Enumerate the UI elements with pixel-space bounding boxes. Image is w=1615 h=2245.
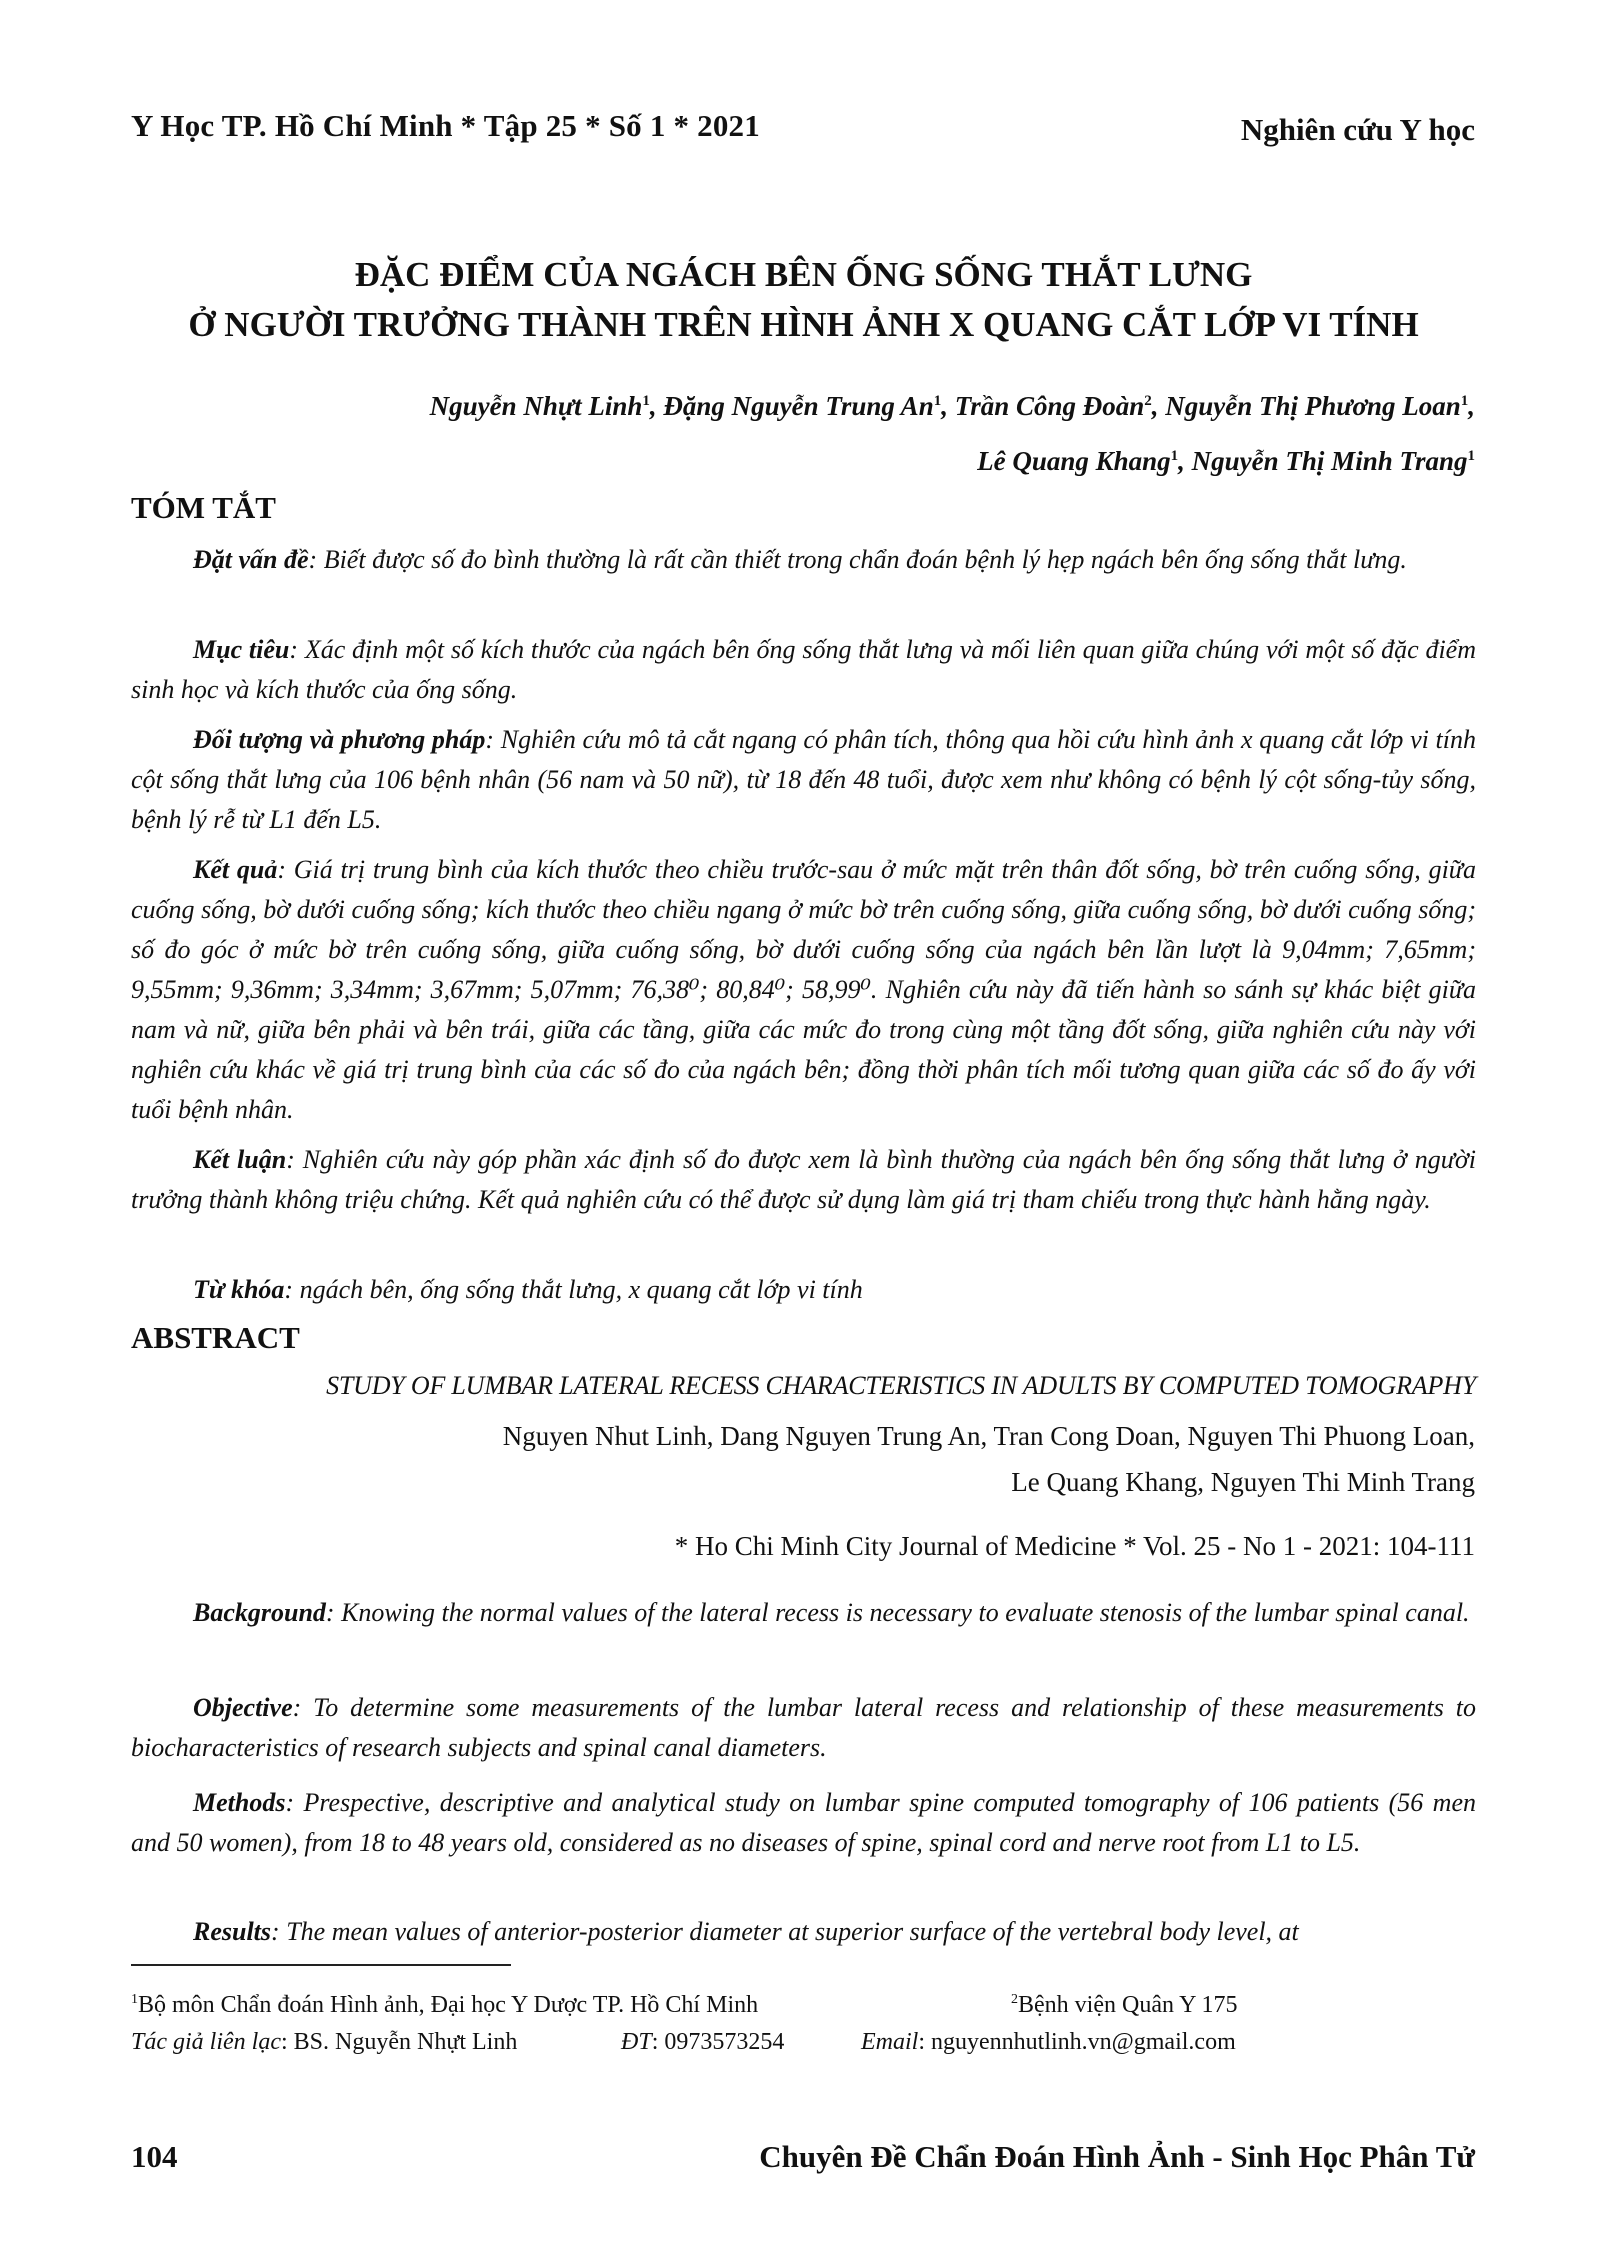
abstract-heading: ABSTRACT: [131, 1320, 300, 1355]
section-label: Background: [193, 1598, 326, 1627]
section-text: : Biết được số đo bình thường là rất cần thiết trong chẩn đoán bệnh lý hẹp ngách bên ống sống thắt lưng.: [308, 545, 1407, 574]
summary-objective: [131, 630, 1476, 710]
contact-email: [861, 2029, 1236, 2055]
section-text: : Xác định một số kích thước của ngách bên ống sống thắt lưng và mối liên quan giữa chúng với một số đặc điểm sinh học và kích thước của ống sống.: [131, 635, 1476, 704]
section-label: Results: [193, 1917, 272, 1946]
affiliation-1: [131, 1982, 1011, 2023]
section-text: : To determine some measurements of the lumbar lateral recess and relationship of these measurements to biocharacteristics of research subjects and spinal canal diameters.: [131, 1693, 1476, 1762]
summary-keywords: [131, 1270, 1476, 1310]
section-label: Objective: [193, 1693, 293, 1722]
affiliation-text: Bộ môn Chẩn đoán Hình ảnh, Đại học Y Dược TP. Hồ Chí Minh: [138, 1992, 759, 2018]
affiliations-footnote: [131, 1982, 1476, 2023]
issue-theme: Chuyên Đề Chẩn Đoán Hình Ảnh - Sinh Học Phân Tử: [759, 2139, 1475, 2174]
section-text: : Nghiên cứu này góp phần xác định số đo được xem là bình thường của ngách bên ống sống thắt lưng ở người trưởng thành không triệu chứng. Kết quả nghiên cứu có thể được sử dụng làm giá trị tham chiếu trong thực hành hằng ngày.: [131, 1145, 1477, 1214]
author-affiliation: 1: [933, 393, 942, 409]
author-affiliation: 1: [1170, 448, 1179, 464]
section-text: : The mean values of anterior-posterior diameter at superior surface of the vertebral body level, at: [271, 1917, 1299, 1946]
section-label: Kết quả: [193, 855, 278, 884]
contact-label: Tác giả liên lạc: [131, 2029, 281, 2055]
abstract-authors-line-2: Le Quang Khang, Nguyen Thi Minh Trang: [1011, 1467, 1475, 1497]
summary-results: [131, 850, 1476, 1130]
author-name: Nguyễn Thị Minh Trang: [1191, 446, 1468, 476]
contact-phone: [621, 2024, 861, 2060]
author-affiliation: 1: [1460, 393, 1469, 409]
author-affiliation: 1: [642, 393, 650, 409]
abstract-methods: [131, 1783, 1476, 1863]
summary-heading: TÓM TẮT: [131, 490, 276, 525]
email-address: : nguyennhutlinh.vn@gmail.com: [918, 2029, 1236, 2055]
affiliation-2: [1011, 1992, 1238, 2018]
author-affiliation: 1: [1467, 448, 1475, 464]
section-label: Đối tượng và phương pháp: [193, 725, 486, 754]
email-label: Email: [861, 2029, 919, 2055]
author-line-2: Lê Quang Khang$^1$, Nguyễn Thị Minh Trang$^1$: [977, 446, 1475, 476]
author-name: Lê Quang Khang: [977, 446, 1171, 476]
contact-author: [131, 2024, 621, 2060]
author-name: Trần Công Đoàn: [954, 391, 1145, 421]
author-name: Nguyễn Thị Phương Loan: [1165, 391, 1461, 421]
title-line-2: Ở NGƯỜI TRƯỞNG THÀNH TRÊN HÌNH ẢNH X QUANG CẮT LỚP VI TÍNH: [188, 305, 1419, 344]
section-label: Từ khóa: [193, 1275, 285, 1304]
title-line-1: ĐẶC ĐIỂM CỦA NGÁCH BÊN ỐNG SỐNG THẮT LƯNG: [354, 255, 1253, 294]
section-label: Methods: [193, 1788, 286, 1817]
citation-line: * Ho Chi Minh City Journal of Medicine * Vol. 25 - No 1 - 2021: 104-111: [674, 1531, 1475, 1561]
author-name: Nguyễn Nhựt Linh: [429, 391, 643, 421]
author-affiliation: 2: [1144, 393, 1152, 409]
contact-footnote: [131, 2024, 1476, 2060]
phone-label: ĐT: [621, 2029, 652, 2055]
page-number: 104: [131, 2139, 178, 2174]
affiliation-number: 1: [131, 1992, 138, 2007]
abstract-authors-line-1: Nguyen Nhut Linh, Dang Nguyen Trung An, Tran Cong Doan, Nguyen Thi Phuong Loan,: [502, 1421, 1475, 1451]
summary-background: [131, 540, 1476, 580]
section-text: : Knowing the normal values of the lateral recess is necessary to evaluate stenosis of the lumbar spinal canal.: [325, 1598, 1470, 1627]
author-name: Đặng Nguyễn Trung An: [663, 391, 934, 421]
section-text: : Prespective, descriptive and analytical study on lumbar spine computed tomography of 106 patients (56 men and 50 women), from 18 to 48 years old, considered as no diseases of spine, spinal cord and nerve root from L1 to L5.: [131, 1788, 1476, 1857]
affiliation-number: 2: [1011, 1992, 1018, 2007]
section-label: Mục tiêu: [193, 635, 290, 664]
author-line-1: Nguyễn Nhựt Linh$^1$, Đặng Nguyễn Trung An$^1$, Trần Công Đoàn$^2$, Nguyễn Thị Phương Loan$^1$,: [429, 391, 1475, 421]
phone-number: : 0973573254: [651, 2029, 785, 2055]
contact-name: : BS. Nguyễn Nhựt Linh: [280, 2029, 518, 2055]
journal-header: Y Học TP. Hồ Chí Minh * Tập 25 * Số 1 * 2021: [131, 108, 760, 143]
section-header: Nghiên cứu Y học: [1240, 112, 1475, 147]
section-label: Kết luận: [193, 1145, 287, 1174]
abstract-objective: [131, 1688, 1476, 1768]
section-text: : Giá trị trung bình của kích thước theo chiều trước-sau ở mức mặt trên thân đốt sống, bờ trên cuống sống, giữa cuống sống, bờ dưới cuống sống; kích thước theo chiều ngang ở mức bờ trên cuống sống, giữa cuống sống, bờ dưới cuống sống; số đo góc ở mức bờ trên cuống sống, giữa cuống sống, bờ dưới cuống sống của ngách bên lần lượt là 9,04mm; 7,65mm; 9,55mm; 9,36mm; 3,34mm; 3,67mm; 5,07mm; 76,38⁰; 80,84⁰; 58,99⁰. Nghiên cứu này đã tiến hành so sánh sự khác biệt giữa nam và nữ, giữa bên phải và bên trái, giữa các tầng, giữa các mức đo trong cùng một tầng đốt sống, giữa nghiên cứu này với nghiên cứu khác về giá trị trung bình của các số đo của ngách bên; đồng thời phân tích mối tương quan giữa các số đo ấy với tuổi bệnh nhân.: [131, 855, 1476, 1124]
abstract-results: [131, 1912, 1476, 1952]
article-title: [131, 250, 1476, 350]
abstract-title: STUDY OF LUMBAR LATERAL RECESS CHARACTERISTICS IN ADULTS BY COMPUTED TOMOGRAPHY: [326, 1371, 1476, 1400]
abstract-authors: [503, 1413, 1475, 1505]
abstract-background: [131, 1593, 1476, 1633]
affiliation-text: Bệnh viện Quân Y 175: [1018, 1992, 1238, 2018]
summary-methods: [131, 720, 1476, 840]
footnote-divider: [131, 1964, 511, 1966]
section-text: : Nghiên cứu mô tả cắt ngang có phân tích, thông qua hồi cứu hình ảnh x quang cắt lớp vi tính cột sống thắt lưng của 106 bệnh nhân (56 nam và 50 nữ), từ 18 đến 48 tuổi, được xem như không có bệnh lý cột sống-tủy sống, bệnh lý rễ từ L1 đến L5.: [131, 725, 1476, 834]
section-label: Đặt vấn đề: [193, 545, 309, 574]
author-list: [430, 376, 1475, 486]
summary-conclusion: [131, 1140, 1476, 1220]
section-text: : ngách bên, ống sống thắt lưng, x quang cắt lớp vi tính: [284, 1275, 863, 1304]
